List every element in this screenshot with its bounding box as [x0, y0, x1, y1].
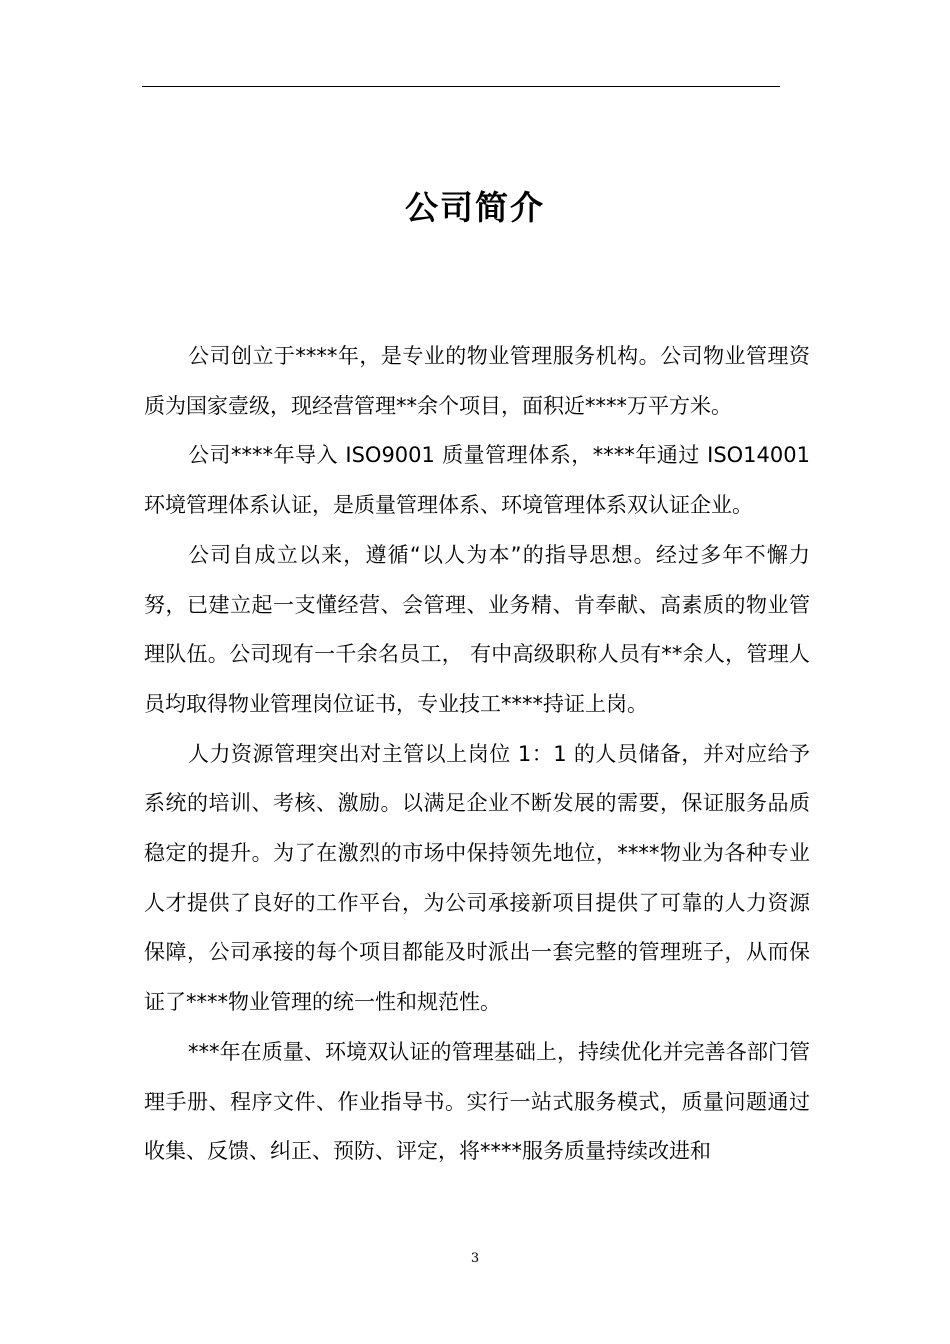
header-rule — [142, 86, 780, 87]
paragraph-4: 人力资源管理突出对主管以上岗位 1：1 的人员储备，并对应给予系统的培训、考核、激励。以满足企业不断发展的需要，保证服务品质稳定的提升。为了在激烈的市场中保持领先地位，****物业为各种专业人才提供了良好的工作平台，为公司承接新项目提供了可靠的人力资源保障，公司承接的每个项目都能及时派出一套完整的管理班子，从而保证了****物业管理的统一性和规范性。 — [144, 741, 810, 1015]
paragraph-5: ***年在质量、环境双认证的管理基础上，持续优化并完善各部门管理手册、程序文件、作业指导书。实行一站式服务模式，质量问题通过收集、反馈、纠正、预防、评定，将****服务质量持续改进和 — [144, 1039, 810, 1164]
page-number: 3 — [470, 1251, 480, 1266]
paragraph-2: 公司****年导入 ISO9001 质量管理体系，****年通过 ISO14001 环境管理体系认证，是质量管理体系、环境管理体系双认证企业。 — [144, 443, 810, 518]
body-text — [144, 332, 810, 1177]
paragraph-1: 公司创立于****年，是专业的物业管理服务机构。公司物业管理资质为国家壹级，现经营管理**余个项目，面积近****万平方米。 — [144, 344, 810, 418]
paragraph-3: 公司自成立以来，遵循“以人为本”的指导思想。经过多年不懈力努，已建立起一支懂经营、会管理、业务精、肯奉献、高素质的物业管理队伍。公司现有一千余名员工， 有中高级职称人员有**余人，管理人员均取得物业管理岗位证书，专业技工****持证上岗。 — [144, 542, 810, 716]
page-title: 公司简介 — [405, 188, 545, 227]
